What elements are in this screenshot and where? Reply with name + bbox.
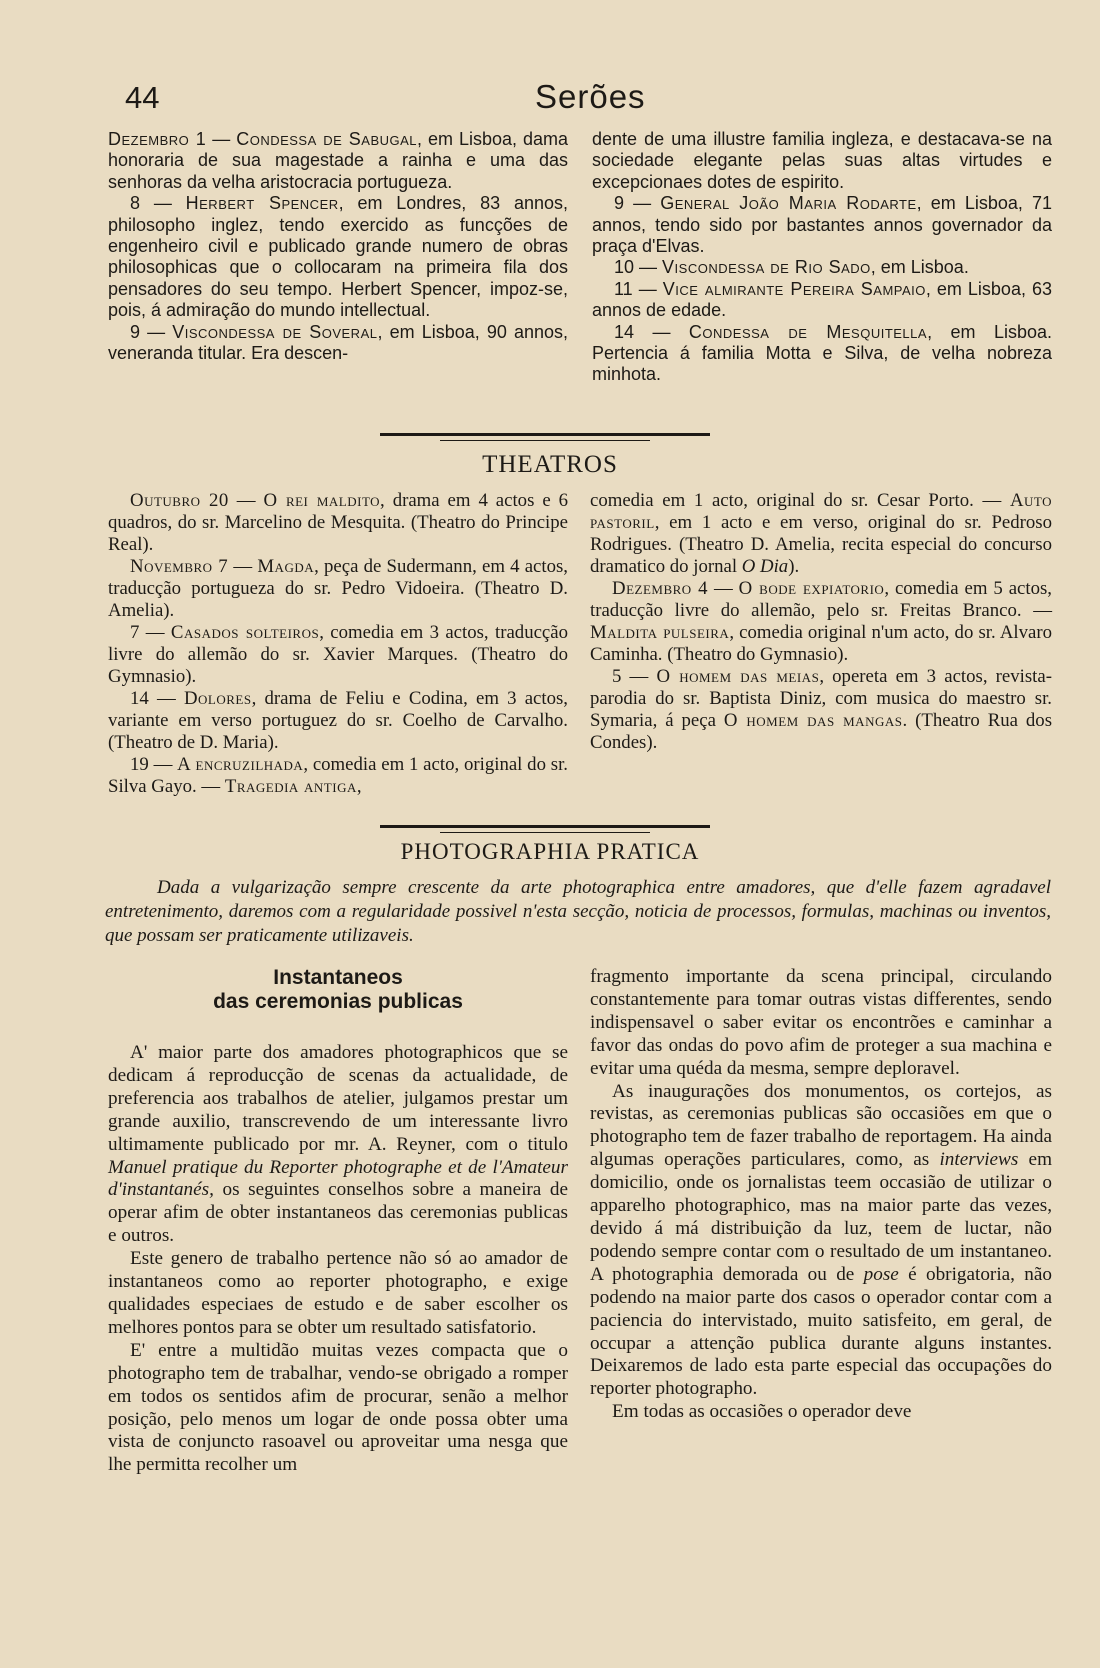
article-paragraph: A' maior parte dos amadores photographicos que se dedicam á reproducção de scenas da actualidade, de preferencia aos trabalhos de atelier, julgamos prestar um grande auxilio, transcrevendo de um interessante livro ultimamente publicado por mr. A. Reyner, com o titulo Manuel pratique du Reporter photographe et de l'Amateur d'instantanés, os seguintes conselhos sobre a maneira de operar afim de obter instantaneos das ceremonias publicas e outros. xyxy=(108,1042,568,1247)
obituary-entry: 9 — Viscondessa de Soveral, em Lisboa, 90 annos, veneranda titular. Era descen- xyxy=(108,321,568,364)
obituary-entry: 14 — Condessa de Mesquitella, em Lisboa. Pertencia á familia Motta e Silva, de velha nobreza minhota. xyxy=(592,321,1052,385)
deceased-name: Condessa de Sabugal xyxy=(236,129,418,149)
photographia-intro: Dada a vulgarização sempre crescente da arte photographica entre amadores, que d'elle fazem agradavel entretenimento, daremos com a regularidade possivel n'esta secção, noticia de processos, formulas, machinas ou inventos, que possam ser praticamente utilizaveis. xyxy=(105,877,1051,946)
play-title: Magda xyxy=(257,556,315,577)
article-paragraph: Em todas as occasiões o operador deve xyxy=(612,1401,912,1423)
play-title: O bode expiatorio xyxy=(738,578,885,599)
section-divider xyxy=(380,433,710,436)
article-right-column xyxy=(590,966,1052,1424)
play-title: Dolores xyxy=(183,688,252,709)
theatros-left-column xyxy=(108,490,568,798)
section-divider-thin xyxy=(440,440,650,441)
obituary-right-column xyxy=(592,129,1052,386)
play-title: Tragedia antiga xyxy=(224,776,357,797)
article-left-column xyxy=(108,966,568,1477)
play-title: O homem das mangas xyxy=(723,710,903,731)
play-title: Casados solteiros xyxy=(170,622,320,643)
play-title: Auto pastoril xyxy=(590,490,1052,533)
theatre-entry: 14 — Dolores, drama de Feliu e Codina, em 3 actos, variante em verso portuguez do sr. Coelho de Carvalho. (Theatro de D. Maria). xyxy=(108,688,568,753)
theatre-entry: 19 — A encruzilhada, comedia em 1 acto, original do sr. Silva Gayo. — Tragedia antiga, xyxy=(108,754,568,797)
deceased-name: Viscondessa de Soveral xyxy=(172,321,378,342)
obituary-entry: 8 — Herbert Spencer, em Londres, 83 annos, philosopho inglez, tendo exercido as funcções de engenheiro civil e publicado grande numero de obras philosophicas que o collocaram na primeira fila dos pensadores do seu tempo. Herbert Spencer, impoz-se, pois, á admiração do mundo intellectual. xyxy=(108,193,568,321)
deceased-name: Condessa de Mesquitella xyxy=(688,321,928,342)
obituary-entry: Dezembro 1 — Condessa de Sabugal, em Lisboa, dama honoraria de sua magestade a rainha e uma das senhoras da velha aristocracia portugueza. xyxy=(108,129,568,192)
theatre-entry: Novembro 7 — Magda, peça de Sudermann, em 4 actos, traducção portugueza do sr. Pedro Vidoeira. (Theatro D. Amelia). xyxy=(108,556,569,621)
page-number: 44 xyxy=(125,80,160,115)
deceased-name: Vice almirante Pereira Sampaio xyxy=(662,278,926,299)
article-paragraph: E' entre a multidão muitas vezes compacta que o photographo tem de trabalhar, vendo-se obrigado a romper em todos os sentidos afim de procurar, senão a melhor posição, pelo menos um logar de onde possa obter uma vista de conjuncto rasoavel ou aproveitar uma nesga que lhe permitta recolher um xyxy=(108,1339,568,1476)
theatre-entry: 5 — O homem das meias, opereta em 3 actos, revista-parodia do sr. Baptista Diniz, com musica do maestro sr. Symaria, á peça O homem das mangas. (Theatro Rua dos Condes). xyxy=(590,666,1053,753)
page-header xyxy=(125,80,1060,120)
theatre-entry: Dezembro 4 — O bode expiatorio, comedia em 5 actos, traducção livre do allemão, pelo sr. Freitas Branco. — Maldita pulseira, comedia original n'um acto, do sr. Alvaro Caminha. (Theatro do Gymnasio). xyxy=(590,578,1053,665)
play-title: O rei maldito xyxy=(263,490,381,511)
obituary-entry: 9 — General João Maria Rodarte, em Lisboa, 71 annos, tendo sido por bastantes annos governador da praça d'Elvas. xyxy=(592,193,1052,257)
article-paragraph: As inaugurações dos monumentos, os cortejos, as revistas, as ceremonias publicas são occasiões em que o photographo tem de fazer trabalho de reportagem. Ha ainda algumas operações particulares, como, as interviews em domicilio, onde os jornalistas teem occasião de utilizar o apparelho photographico, mas na maior parte das vezes, devido á má distribuição da luz, teem de luctar, não podendo sempre contar com o resultado de um instantaneo. A photographia demorada ou de pose é obrigatoria, não podendo na maior parte dos casos o operador contar com a paciencia do intervistado, muito satisfeito, em geral, de occupar a attenção publica durante alguns instantes. Deixaremos de lado esta parte especial das occupações do reporter photographo. xyxy=(590,1080,1052,1400)
theatre-entry: 7 — Casados solteiros, comedia em 3 actos, traducção livre do allemão do sr. Xavier Marques. (Theatro do Gymnasio). xyxy=(108,622,568,687)
section-divider xyxy=(380,825,710,828)
theatros-right-column xyxy=(590,490,1052,754)
theatre-entry: Outubro 20 — O rei maldito, drama em 4 actos e 6 quadros, do sr. Marcelino de Mesquita. (Theatro do Principe Real). xyxy=(108,490,568,555)
obituary-left-column xyxy=(108,129,568,364)
obituary-entry: 10 — Viscondessa de Rio Sado, em Lisboa. xyxy=(614,257,969,278)
article-paragraph: fragmento importante da scena principal, circulando constantemente para tomar outras vistas differentes, sendo indispensavel o saber evitar os encontrões e caminhar a favor das ondas do povo afim de proteger a sua machina e evitar uma quéda da mesma, sempre deploravel. xyxy=(590,966,1052,1079)
deceased-name: Herbert Spencer xyxy=(185,193,339,214)
photographia-heading: PHOTOGRAPHIA PRATICA xyxy=(400,839,700,864)
deceased-name: Viscondessa de Rio Sado xyxy=(662,257,871,278)
article-paragraph: Este genero de trabalho pertence não só ao amador de instantaneos como ao reporter photographo, e exige qualidades especiaes de estudo e de saber escolher os melhores pontos para se obter um resultado satisfatorio. xyxy=(108,1248,568,1338)
play-title: Maldita pulseira xyxy=(590,622,730,643)
section-divider-thin xyxy=(440,832,650,833)
obituary-continuation: dente de uma illustre familia ingleza, e destacava-se na sociedade elegante pelas suas altas virtudes e excepcionaes dotes de espirito. xyxy=(592,129,1052,192)
deceased-name: General João Maria Rodarte xyxy=(660,193,917,214)
article-title: Instantaneos das ceremonias publicas xyxy=(213,966,463,1013)
journal-title: O Dia xyxy=(741,556,789,577)
theatre-entry: comedia em 1 acto, original do sr. Cesar Porto. — Auto pastoril, em 1 acto e em verso, original do sr. Pedroso Rodrigues. (Theatro D. Amelia, recita especial do concurso dramatico do jornal O Dia). xyxy=(590,490,1052,577)
running-title: Serões xyxy=(535,78,646,115)
book-title: Manuel pratique du Reporter photographe et de l'Amateur d'instantanés, xyxy=(108,1156,568,1201)
theatros-heading: THEATROS xyxy=(482,451,618,478)
obituary-entry: 11 — Vice almirante Pereira Sampaio, em Lisboa, 63 annos de edade. xyxy=(592,278,1052,321)
play-title: O homem das meias xyxy=(656,666,820,687)
play-title: A encruzilhada xyxy=(177,754,304,775)
